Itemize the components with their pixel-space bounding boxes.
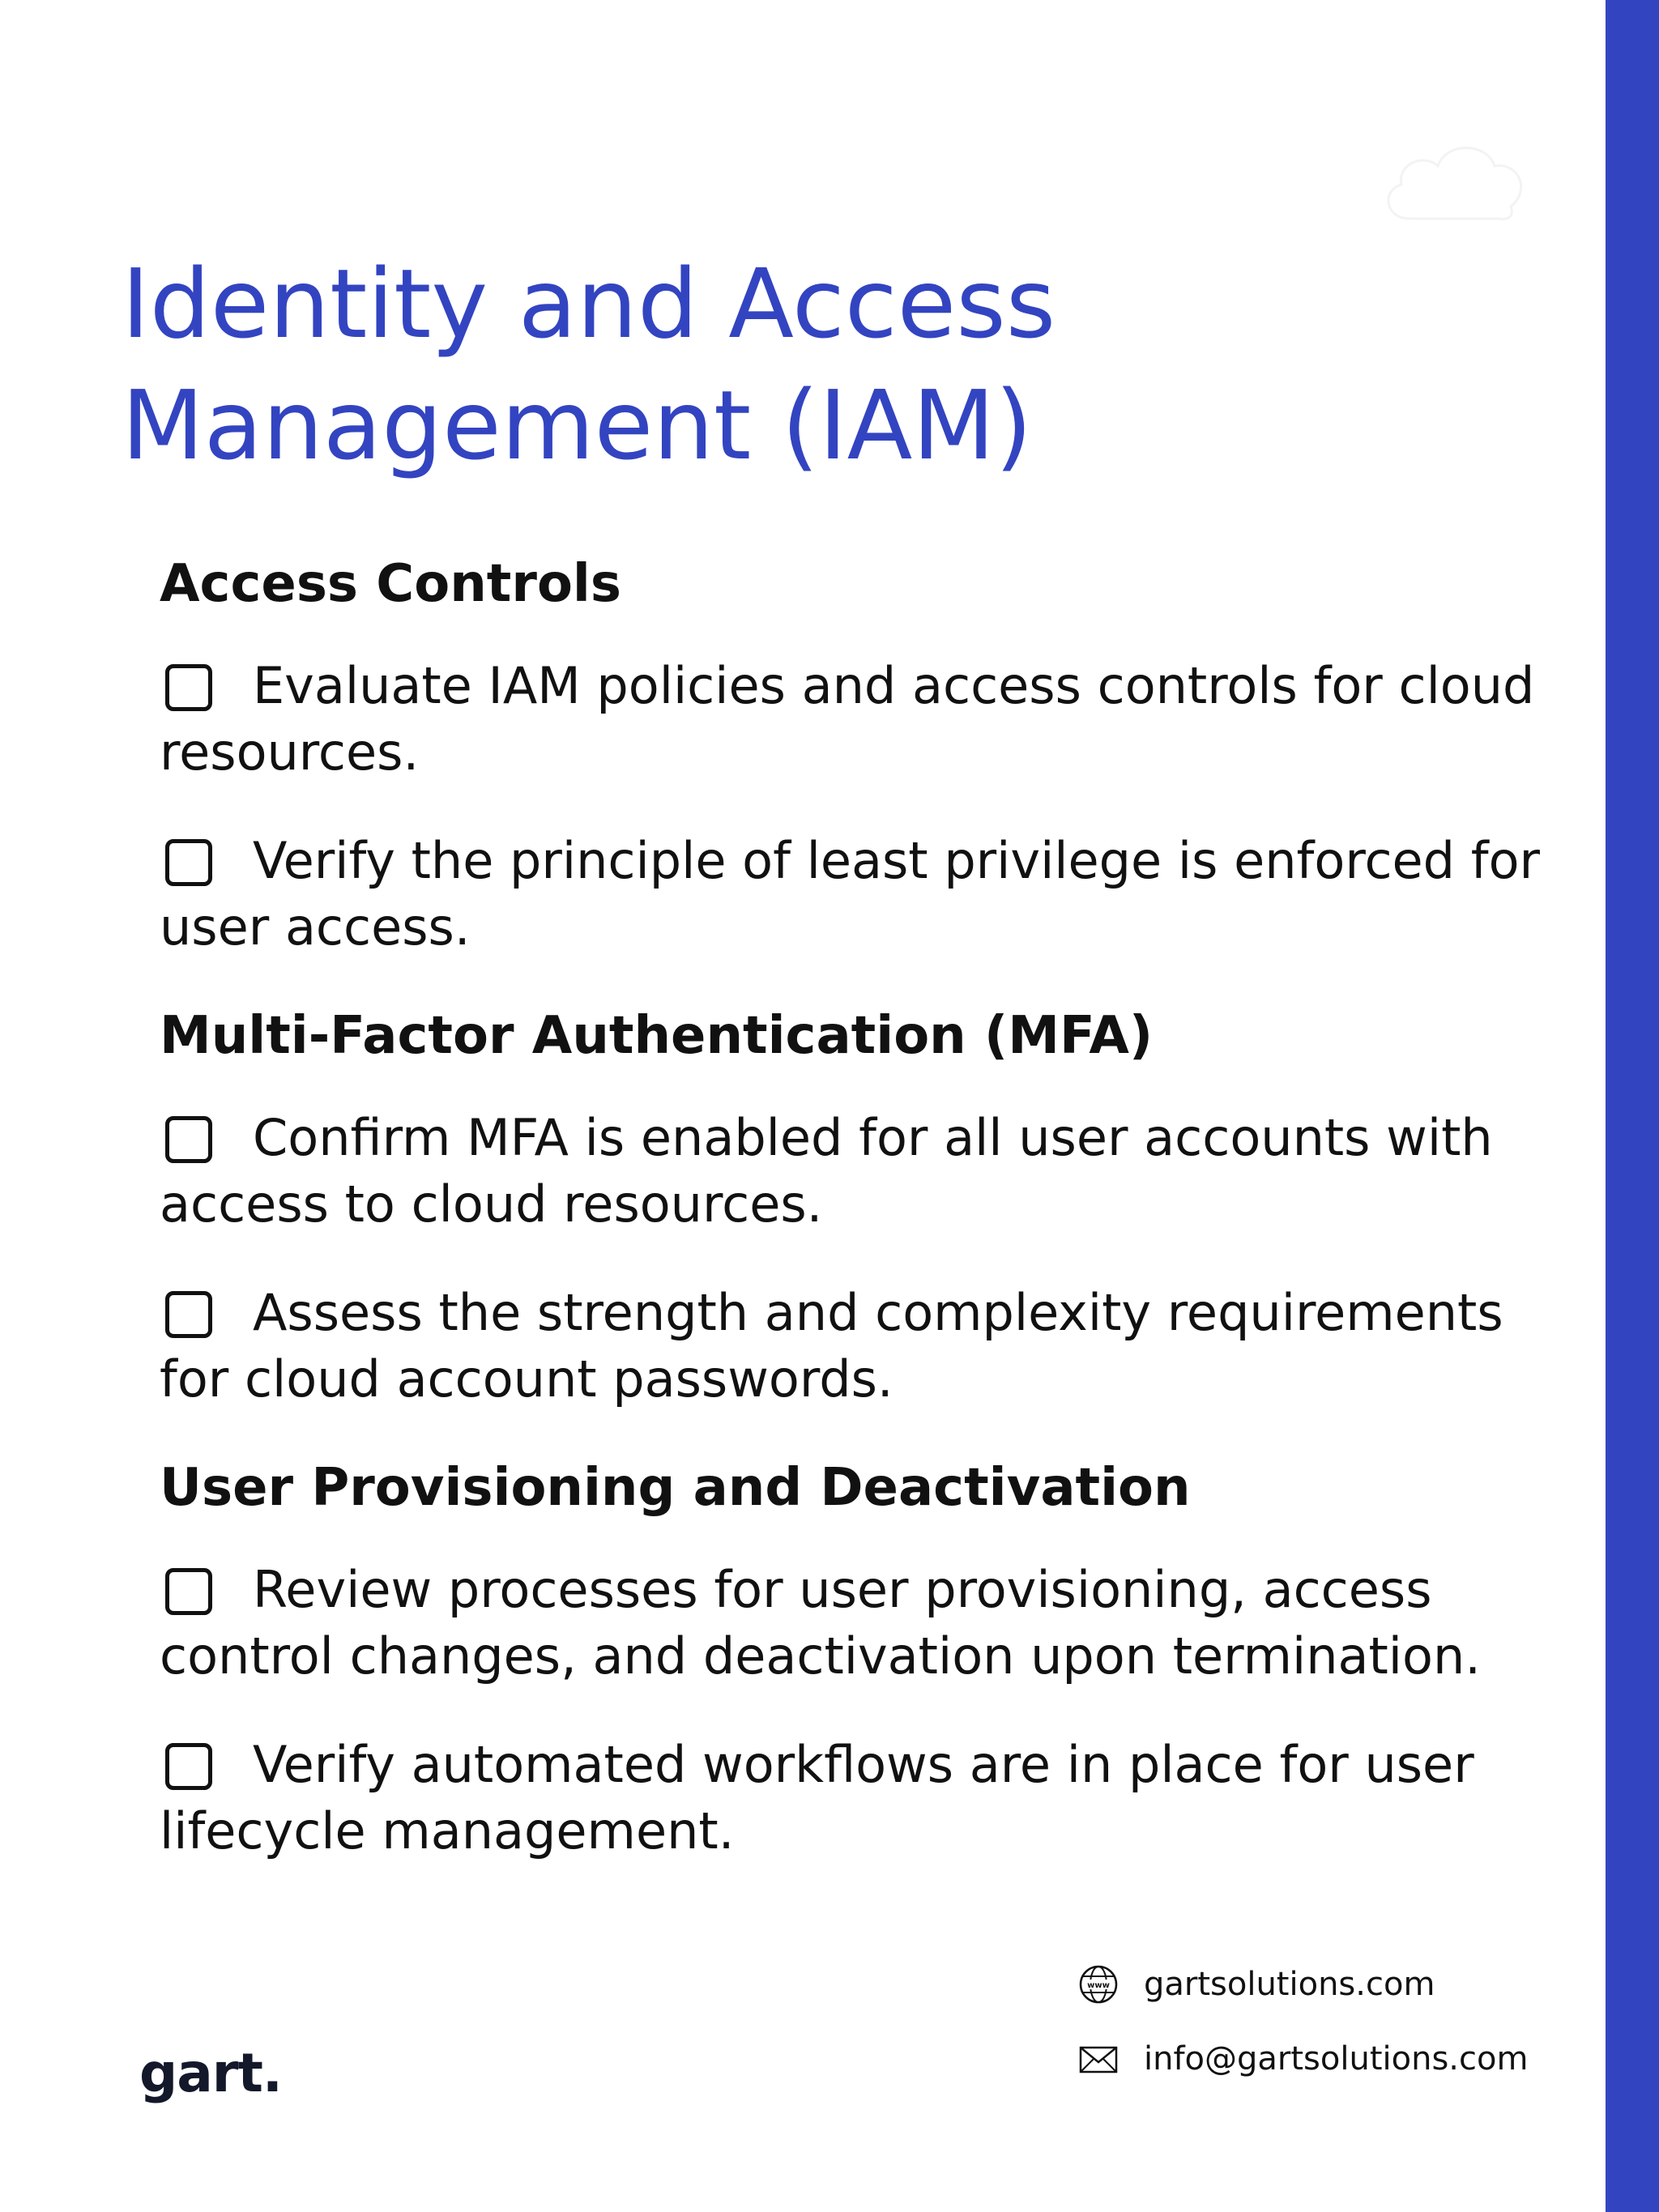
checkbox[interactable] [165,1568,212,1615]
checklist-item-text: Confirm MFA is enabled for all user accounts with access to cloud resources. [160,1108,1493,1234]
checkbox[interactable] [165,1743,212,1790]
checklist [160,548,1569,1865]
checkbox[interactable] [165,1291,212,1338]
title-line-2: Management (IAM) [122,369,1033,481]
section-heading-mfa: Multi-Factor Authentication (MFA) [160,1006,1154,1066]
checklist-item-text: Verify the principle of least privilege is enforced for user access. [160,831,1540,957]
checklist-item-text: Verify automated workflows are in place for user lifecycle management. [160,1735,1474,1860]
contact-email[interactable] [1077,2035,1528,2083]
checklist-item [160,828,1569,961]
contact-website[interactable] [1077,1960,1435,2009]
checkbox[interactable] [165,664,212,711]
title-line-1: Identity and Access [122,248,1056,360]
page-title [122,243,1418,486]
globe-www-icon [1077,1963,1120,2005]
checklist-item [160,1732,1569,1865]
checklist-item [160,653,1569,786]
checklist-item [160,1280,1569,1413]
checklist-item-text: Evaluate IAM policies and access controls for cloud resources. [160,656,1535,782]
section-heading-user-provisioning: User Provisioning and Deactivation [160,1458,1191,1518]
checkbox[interactable] [165,839,212,886]
checklist-item [160,1105,1569,1238]
email-link[interactable]: info@gartsolutions.com [1144,2040,1529,2078]
checklist-item-text: Review processes for user provisioning, access control changes, and deactivation upon termination. [160,1560,1481,1686]
side-accent-bar [1606,0,1659,2212]
checklist-item [160,1557,1569,1690]
section-heading-access-controls: Access Controls [160,554,621,614]
svg-text:www: www [1087,1981,1110,1990]
cloud-icon [1377,130,1531,227]
checkbox[interactable] [165,1116,212,1163]
checklist-item-text: Assess the strength and complexity requirements for cloud account passwords. [160,1283,1503,1409]
gart-logo: gart. [139,2042,282,2104]
website-link[interactable]: gartsolutions.com [1144,1966,1435,2003]
envelope-icon [1077,2038,1120,2080]
